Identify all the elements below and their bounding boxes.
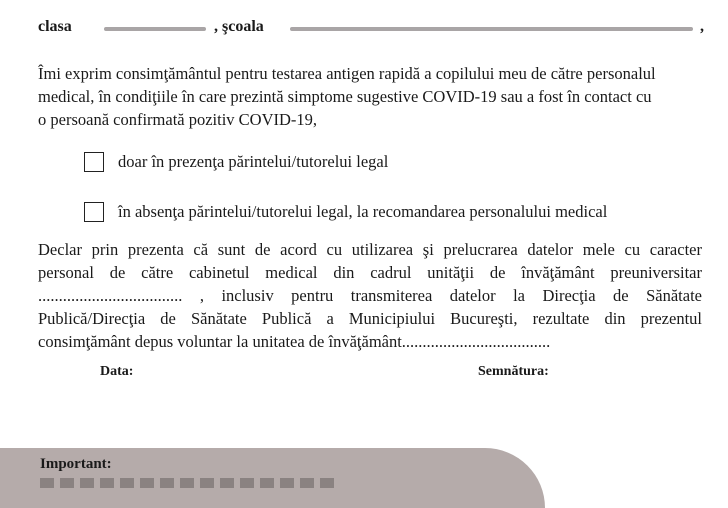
important-title: Important: (40, 456, 112, 472)
option-without-parent[interactable] (84, 202, 607, 222)
signature-label: Semnătura: (478, 364, 549, 379)
consent-intro-paragraph (38, 62, 698, 131)
checkbox-without-parent[interactable] (84, 202, 104, 222)
option-without-parent-label: în absenţa părintelui/tutorelui legal, la recomandarea personalului medical (118, 202, 608, 221)
declaration-line: personal de către cabinetul medical din cadrul unităţii de învăţământ preuniversitar (38, 263, 702, 282)
school-label: , şcoala (214, 18, 264, 35)
trailing-comma: , (700, 18, 704, 35)
class-label: clasa (38, 18, 72, 35)
declaration-line: Declar prin prezenta că sunt de acord cu utilizarea şi prelucrarea datelor mele cu caracter (38, 240, 702, 259)
checkbox-with-parent[interactable] (84, 152, 104, 172)
class-school-row (38, 18, 718, 40)
declaration-paragraph (38, 238, 702, 353)
consent-intro-line: o persoană confirmată pozitiv COVID-19, (38, 110, 318, 129)
declaration-line: consimţământ depus voluntar la unitatea de învăţământ.................................... (38, 332, 551, 351)
declaration-line: ................................... , inclusiv pentru transmiterea datelor la Direcţia de Sănătate (38, 286, 702, 305)
declaration-line: Publică/Direcţia de Sănătate Publică a Municipiului Bucureşti, rezultate din prezentul (38, 309, 702, 328)
important-text-cutoff (40, 478, 340, 488)
class-fill-line[interactable] (104, 27, 206, 31)
consent-intro-line: medical, în condiţiile în care prezintă simptome sugestive COVID-19 sau a fost în contact cu (38, 87, 652, 106)
option-with-parent-label: doar în prezenţa părintelui/tutorelui legal (118, 152, 389, 171)
date-label: Data: (100, 364, 134, 379)
school-fill-line[interactable] (290, 27, 693, 31)
option-with-parent[interactable] (84, 152, 388, 172)
consent-intro-line: Îmi exprim consimţământul pentru testarea antigen rapidă a copilului meu de către personalul (38, 64, 656, 83)
